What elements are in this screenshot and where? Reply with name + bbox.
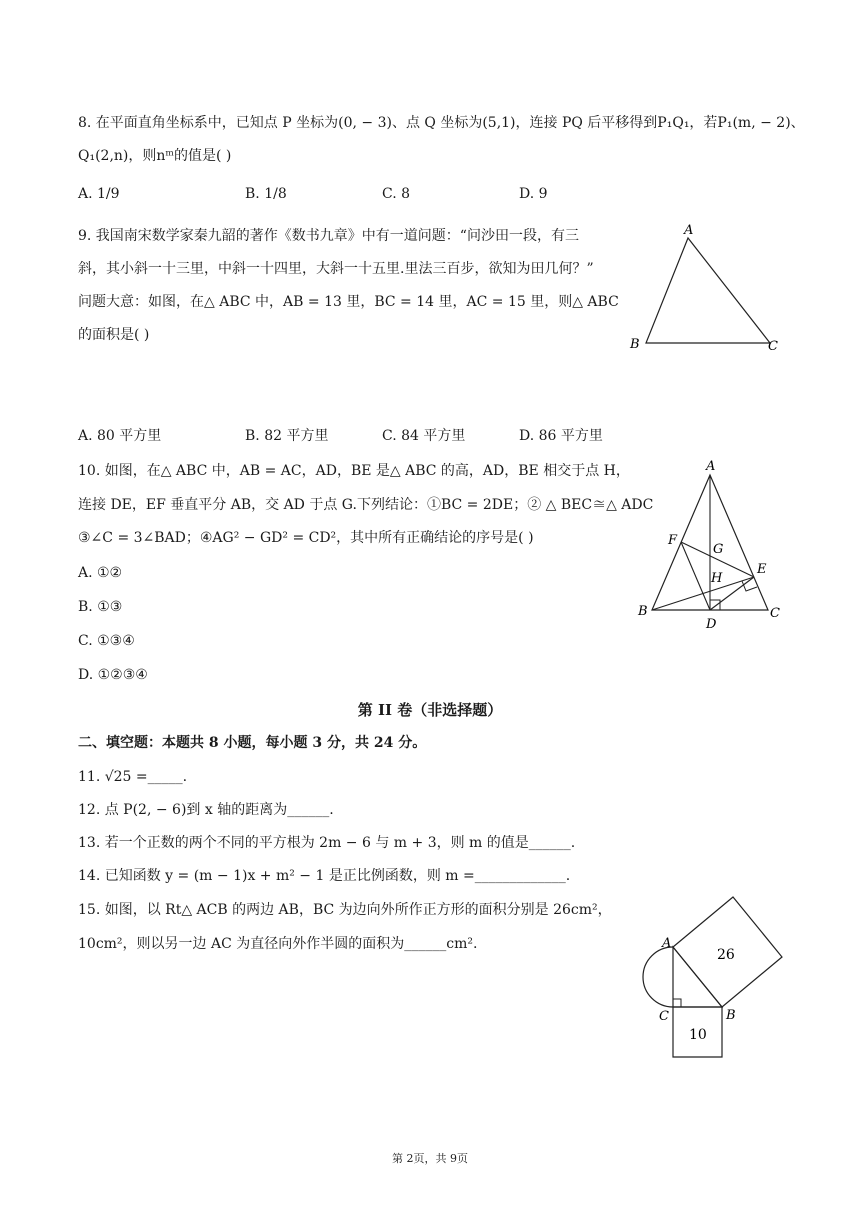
- q15-label-c: C: [659, 1009, 669, 1024]
- q10-label-c: C: [770, 606, 780, 621]
- q9-line2: 斜，其小斜一十三里，中斜一十四里，大斜一十五里.里法三百步，欲知为田几何？”: [78, 261, 594, 277]
- q8-line1: 8. 在平面直角坐标系中，已知点 P 坐标为(0, − 3)、点 Q 坐标为(5,1)，连接 PQ 后平移得到P₁Q₁，若P₁(m, − 2)、: [78, 115, 805, 131]
- q9-label-a: A: [684, 223, 694, 238]
- q9-option-b: B. 82 平方里: [245, 428, 329, 444]
- q10-option-d: D. ①②③④: [78, 667, 148, 683]
- q8-option-d: D. 9: [519, 186, 548, 202]
- q14: 14. 已知函数 y = (m − 1)x + m² − 1 是正比例函数，则 m =_____________.: [78, 868, 571, 884]
- q10-label-d: D: [706, 617, 717, 632]
- q13: 13. 若一个正数的两个不同的平方根为 2m − 6 与 m + 3，则 m 的值是______.: [78, 835, 576, 851]
- q10-label-b: B: [638, 604, 648, 619]
- q15-label-a: A: [662, 936, 672, 951]
- q15-small-square-value: 10: [689, 1027, 707, 1043]
- q15-squares-figure: [640, 895, 800, 1065]
- q8-option-a: A. 1/9: [78, 186, 120, 202]
- fill-in-heading: 二、填空题：本题共 8 小题，每小题 3 分，共 24 分。: [78, 735, 427, 751]
- q15-line1: 15. 如图，以 Rt△ ACB 的两边 AB，BC 为边向外所作正方形的面积分别是 26cm²，: [78, 902, 612, 918]
- q10-line2: 连接 DE，EF 垂直平分 AB，交 AD 于点 G.下列结论：①BC = 2DE；② △ BEC≅△ ADC: [78, 497, 654, 513]
- q10-line1: 10. 如图，在△ ABC 中，AB = AC，AD，BE 是△ ABC 的高，AD，BE 相交于点 H，: [78, 463, 630, 479]
- q15-line2: 10cm²，则以另一边 AC 为直径向外作半圆的面积为______cm².: [78, 936, 478, 952]
- section-2-title: 第 II 卷（非选择题）: [357, 701, 503, 719]
- q10-line3: ③∠C = 3∠BAD；④AG² − GD² = CD²，其中所有正确结论的序号是( ): [78, 530, 534, 546]
- q9-triangle-figure: [620, 218, 790, 358]
- q10-label-f: F: [668, 533, 678, 548]
- q9-option-c: C. 84 平方里: [382, 428, 466, 444]
- q10-option-b: B. ①③: [78, 599, 123, 615]
- q10-label-a: A: [706, 459, 716, 474]
- q10-label-g: G: [713, 542, 724, 557]
- q8-option-b: B. 1/8: [245, 186, 287, 202]
- q10-option-c: C. ①③④: [78, 633, 135, 649]
- q8-option-c: C. 8: [382, 186, 411, 202]
- q9-option-a: A. 80 平方里: [78, 428, 162, 444]
- q9-label-c: C: [768, 339, 778, 354]
- page-footer: 第 2页，共 9页: [392, 1152, 468, 1165]
- q9-option-d: D. 86 平方里: [519, 428, 603, 444]
- q10-option-a: A. ①②: [78, 565, 123, 581]
- q9-label-b: B: [630, 337, 640, 352]
- q8-line2: Q₁(2,n)，则nᵐ的值是( ): [78, 148, 232, 164]
- q9-line4: 的面积是( ): [78, 327, 150, 343]
- q11: 11. √25 =_____.: [78, 769, 188, 785]
- q15-big-square-value: 26: [717, 947, 735, 963]
- q10-label-h: H: [711, 571, 723, 586]
- q10-label-e: E: [757, 562, 767, 577]
- q10-triangle-figure: [630, 455, 790, 635]
- q12: 12. 点 P(2, − 6)到 x 轴的距离为______.: [78, 802, 334, 818]
- q9-line1: 9. 我国南宋数学家秦九韶的著作《数书九章》中有一道问题：“问沙田一段，有三: [78, 228, 579, 244]
- q9-line3: 问题大意：如图，在△ ABC 中，AB = 13 里，BC = 14 里，AC = 15 里，则△ ABC: [78, 294, 619, 310]
- q15-label-b: B: [726, 1008, 736, 1023]
